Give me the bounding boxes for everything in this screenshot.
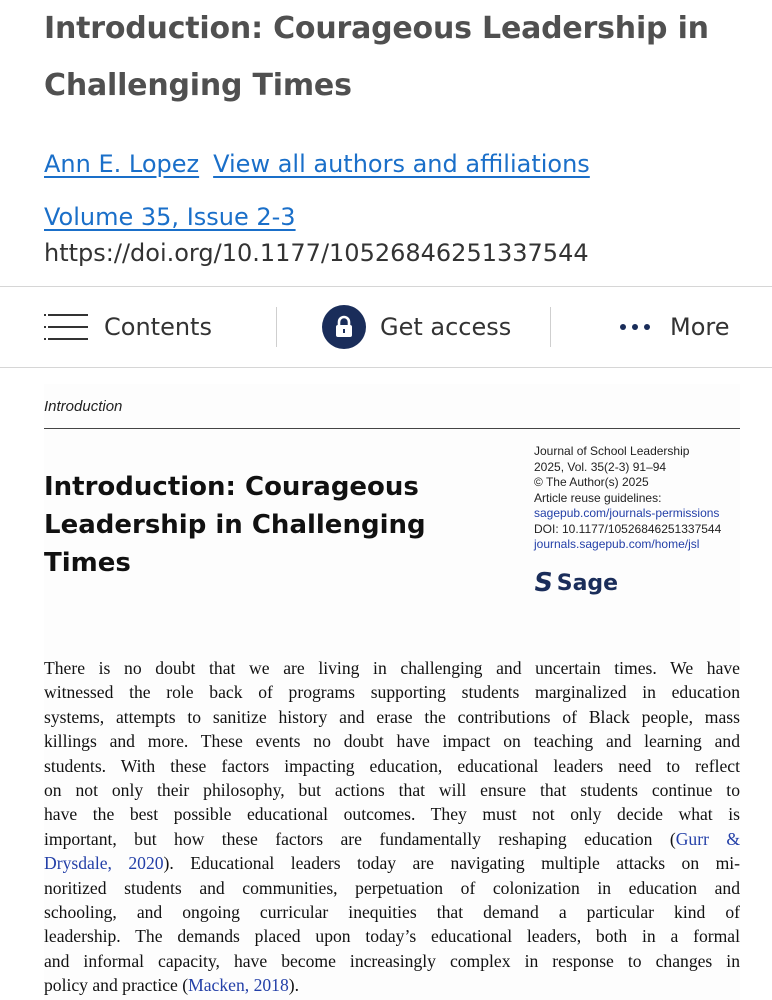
body-line [44,851,740,875]
pdf-title [44,468,474,582]
sage-logo-text: Sage [556,570,619,596]
contents-label: Contents [104,313,212,341]
article-toolbar [0,286,772,368]
body-line: and informal capacity, have become increasingly complex in response to changes in [44,950,740,971]
body-line: noritized students and communities, perpetuation of colonization in education and [44,877,740,898]
pdf-title-line: Times [44,548,131,578]
pdf-journal-name: Journal of School Leadership [534,444,690,458]
body-text: ). [288,975,300,996]
body-text: ). Educational leaders today are navigating multiple attacks on mi- [163,853,740,874]
body-line: schooling, and ongoing curricular inequities that demand a particular kind of [44,902,740,923]
doi-text: https://doi.org/10.1177/10526846251337544 [44,239,589,267]
body-line: students. With these factors impacting education, educational leaders need to reflect [44,755,740,776]
pdf-journal-link[interactable]: journals.sagepub.com/home/jsl [534,537,700,551]
body-text: important, but how these factors are fundamentally reshaping education ( [44,828,676,849]
more-button[interactable] [620,287,730,367]
pdf-permissions-link[interactable]: sagepub.com/journals-permissions [534,506,720,520]
view-all-authors-link[interactable]: View all authors and affiliations [213,150,590,178]
more-dots-icon [620,324,650,330]
pdf-title-line: Introduction: Courageous [44,472,419,502]
author-link[interactable]: Ann E. Lopez [44,150,200,178]
pdf-body-text [44,656,740,998]
pdf-doi: DOI: 10.1177/10526846251337544 [534,521,722,536]
pdf-title-line: Leadership in Challenging [44,510,426,540]
sage-s-icon: S [531,568,555,598]
body-line: There is no doubt that we are living in challenging and uncertain times. We have [44,658,740,678]
article-title-line-1: Introduction: Courageous Leadership in [44,11,709,46]
body-text: policy and practice ( [44,975,189,996]
body-line: killings and more. These events no doubt have impact on teaching and learning and [44,731,740,752]
body-line: systems, attempts to sanitize history and erase the contributions of Black people, mass [44,706,740,727]
pdf-volume: 2025, Vol. 35(2-3) 91–94 [534,459,667,474]
body-line [44,827,740,851]
pdf-copyright: © The Author(s) 2025 [534,475,649,489]
article-title [44,0,744,114]
toolbar-divider [550,307,551,347]
pdf-reuse-label: Article reuse guidelines: [534,490,662,505]
menu-icon [44,312,88,342]
get-access-button[interactable] [322,287,511,367]
body-line: on not only their philosophy, but actions that will ensure that students continue to [44,780,740,801]
body-line: leadership. The demands placed upon today’s educational leaders, both in a formal [44,926,740,947]
pdf-first-page-preview [44,384,740,1000]
issue-link[interactable]: Volume 35, Issue 2-3 [44,203,296,231]
pdf-journal-meta [534,444,744,553]
lock-icon [322,305,366,349]
citation-link[interactable]: Gurr & [675,828,740,849]
more-label: More [670,313,730,341]
get-access-label: Get access [380,313,512,341]
body-line [44,973,740,997]
pdf-divider [44,428,740,429]
pdf-section-label: Introduction [44,398,123,415]
toolbar-divider [276,307,277,347]
issue-row [44,200,296,234]
citation-link[interactable]: Drysdale, 2020 [44,853,164,874]
authors-row [44,146,590,182]
article-title-line-2: Challenging Times [44,68,352,103]
citation-link[interactable]: Macken, 2018 [188,975,289,996]
body-line: have the best possible educational outcomes. They must not only decide what is [44,804,740,825]
body-line: witnessed the role back of programs supporting students marginalized in education [44,682,740,703]
contents-button[interactable] [44,287,212,367]
sage-logo [531,568,619,598]
